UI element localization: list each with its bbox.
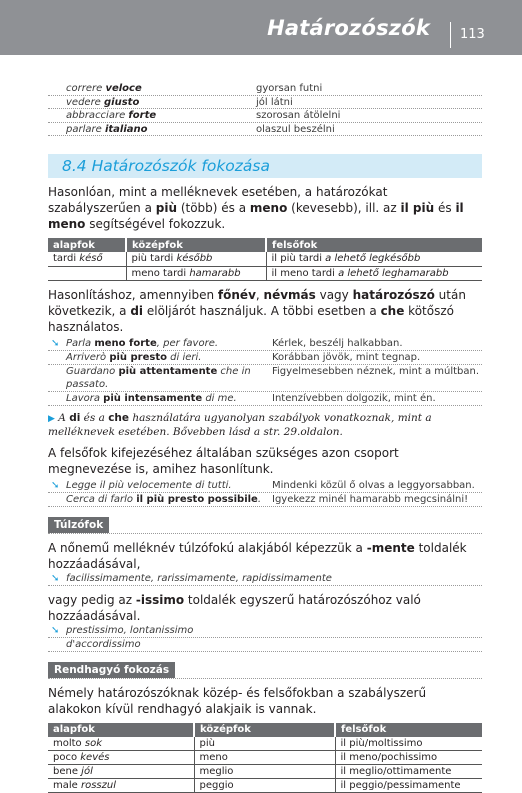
paragraph-intro: Hasonlóan, mint a melléknevek esetében, a határozókat szabályszerűen a più (több) és a meno (kevesebb), ill. az il più és il meno segítségével fokozzuk. — [48, 184, 482, 232]
subheading-tulzofok: Túlzófok — [48, 517, 109, 533]
example-pairs-comparison — [48, 337, 482, 406]
table-header-row: alapfok középfok felsőfok — [48, 723, 482, 737]
section-heading: 8.4 Határozószók fokozása — [48, 154, 482, 178]
example-row: correre veloce gyorsan futni — [48, 82, 482, 96]
example-pair: Guardano più attentamente che in passato. Figyelmesebben néznek, mint a múltban. — [48, 365, 482, 392]
example-row: vedere giusto jól látni — [48, 96, 482, 110]
arrow-icon: ➘ — [51, 479, 59, 492]
example-list-top — [48, 82, 482, 136]
note-text: ▶ A di és a che használatára ugyanolyan szabályok vonatkoznak, mint a melléknevek esetében. Bővebben lásd a str. 29.oldalon. — [48, 412, 482, 439]
header-divider — [450, 22, 451, 48]
triangle-icon: ▶ — [48, 414, 55, 424]
subheading-rule — [48, 678, 482, 679]
arrow-icon: ➘ — [51, 624, 59, 637]
table-row: molto sok più il più/moltissimo — [48, 737, 482, 751]
example-row: abbracciare forte szorosan átölelni — [48, 109, 482, 123]
table-row: poco kevés meno il meno/pochissimo — [48, 751, 482, 765]
subheading-rule — [48, 533, 482, 534]
arrow-icon: ➘ — [51, 572, 59, 585]
comparison-table — [48, 238, 482, 281]
example-pairs-superlative — [48, 479, 482, 507]
example-line: ➘ prestissimo, lontanissimo — [48, 624, 482, 638]
table-row: bene jól meglio il meglio/ottimamente — [48, 765, 482, 779]
paragraph-issimo: vagy pedig az -issimo toldalék egyszerű határozószóhoz való hozzáadásával. — [48, 592, 482, 624]
paragraph-comparison: Hasonlításhoz, amennyiben főnév, névmás vagy határozószó után következik, a di elöljárót használjuk. A többi esetben a che kötőszó használatos. — [48, 287, 482, 335]
example-line: d'accordissimo — [48, 638, 482, 652]
example-pair: ➘ Parla meno forte, per favore. Kérlek, beszélj halkabban. — [48, 337, 482, 351]
paragraph-mente: A nőnemű melléknév túlzófokú alakjából képezzük a -mente toldalék hozzáadásával, — [48, 540, 482, 572]
example-line: ➘ facilissimamente, rarissimamente, rapidissimamente — [48, 572, 482, 586]
page-title: Határozószók — [267, 16, 430, 40]
example-pair: Arriverò più presto di ieri. Korábban jövök, mint tegnap. — [48, 351, 482, 365]
paragraph-irregular: Némely határozószóknak közép- és felsőfokban a szabályszerű alakokon kívül rendhagyó alakjaik is vannak. — [48, 685, 482, 717]
example-list-mente — [48, 572, 482, 586]
example-pair: ➘ Legge il più velocemente di tutti. Mindenki közül ő olvas a leggyorsabban. — [48, 479, 482, 493]
irregular-table — [48, 723, 482, 793]
subheading-rendhagyo: Rendhagyó fokozás — [48, 662, 175, 678]
paragraph-superlative: A felsőfok kifejezéséhez általában szükséges azon csoport megnevezése is, amihez hasonlítunk. — [48, 445, 482, 477]
example-pair: Cerca di farlo il più presto possibile. Igyekezz minél hamarabb megcsinálni! — [48, 493, 482, 507]
table-header-row: alapfok középfok felsőfok — [48, 238, 482, 252]
example-pair: Lavora più intensamente di me. Intenzívebben dolgozik, mint én. — [48, 392, 482, 406]
page-number: 113 — [460, 27, 485, 42]
example-list-issimo — [48, 624, 482, 652]
table-row: tardi késő più tardi később il più tardi a lehető legkésőbb — [48, 252, 482, 266]
table-row: meno tardi hamarabb il meno tardi a lehető leghamarabb — [48, 266, 482, 280]
page-header — [0, 0, 522, 55]
arrow-icon: ➘ — [51, 337, 59, 350]
example-row: parlare italiano olaszul beszélni — [48, 123, 482, 137]
page-content — [48, 82, 482, 793]
table-row: male rosszul peggio il peggio/pessimamente — [48, 779, 482, 793]
